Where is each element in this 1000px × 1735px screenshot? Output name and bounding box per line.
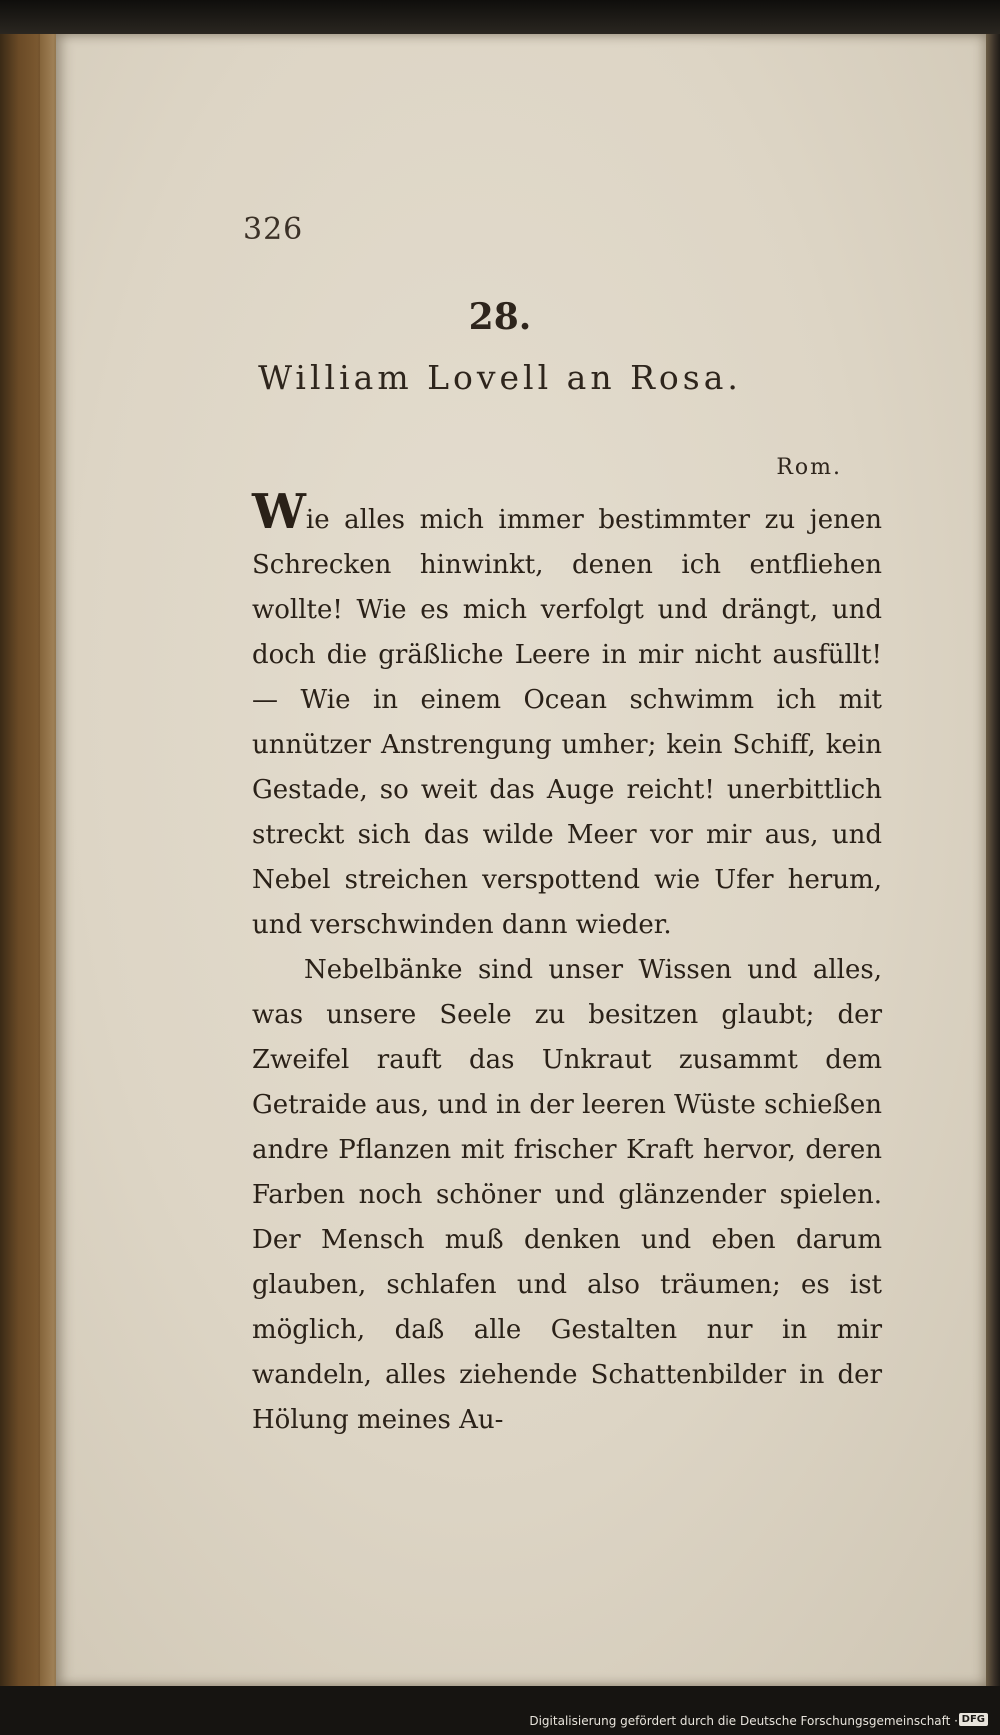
paragraph-2: Nebelbänke sind unser Wissen und alles, was unsere Seele zu besitzen glaubt; der Zweifel rauft das Unkraut zusammt dem Getraide aus, und in der leeren Wüste schießen andre Pflanzen mit frischer Kraft hervor, deren Farben noch schöner und glänzender spielen. Der Mensch muß denken und eben darum glauben, schlafen und also träumen; es ist möglich, daß alle Gestalten nur in mir wandeln, alles ziehende Schattenbilder in der Hölung meines Au- xyxy=(252,955,882,1435)
paragraph-1-text: ie alles mich immer bestimmter zu jenen Schrecken hinwinkt, denen ich entfliehen wollte! Wie es mich verfolgt und drängt, und doch die gräßliche Leere in mir nicht ausfüllt! — Wie in einem Ocean schwimm ich mit unnützer Anstrengung umher; kein Schiff, kein Gestade, so weit das Auge reicht! unerbittlich streckt sich das wilde Meer vor mir aus, und Nebel streichen verspottend wie Ufer herum, und verschwinden dann wieder. xyxy=(252,505,882,940)
letter-title: William Lovell an Rosa. xyxy=(258,358,742,397)
page-number: 326 xyxy=(243,212,304,247)
letter-body xyxy=(252,484,882,1443)
page-edge xyxy=(986,34,1000,1686)
dfg-logo: DFG xyxy=(959,1713,988,1726)
paragraph-1 xyxy=(252,484,882,948)
letter-place: Rom. xyxy=(776,455,842,480)
drop-cap: W xyxy=(252,484,306,540)
digitization-credit: Digitalisierung gefördert durch die Deutsche Forschungsgemeinschaft · xyxy=(529,1714,958,1728)
letter-number: 28. xyxy=(468,296,532,338)
scan-top-border xyxy=(0,0,1000,34)
